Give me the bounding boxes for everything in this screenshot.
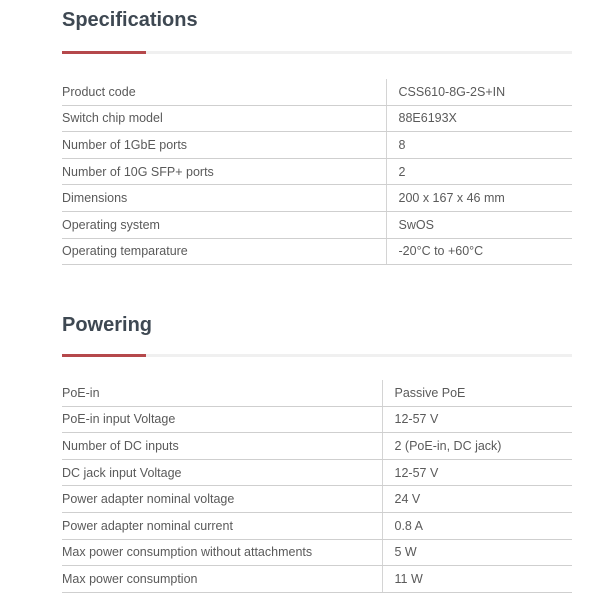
accent-bar xyxy=(62,354,146,357)
table-row xyxy=(62,512,572,539)
row-value: 88E6193X xyxy=(386,105,572,132)
table-row xyxy=(62,238,572,265)
table-row xyxy=(62,433,572,460)
row-value: 200 x 167 x 46 mm xyxy=(386,185,572,212)
table-row xyxy=(62,539,572,566)
row-label: PoE-in input Voltage xyxy=(62,406,382,433)
section-divider xyxy=(62,51,572,54)
row-label: Number of 1GbE ports xyxy=(62,132,386,159)
table-row xyxy=(62,185,572,212)
row-value: 8 xyxy=(386,132,572,159)
row-label: Dimensions xyxy=(62,185,386,212)
powering-section xyxy=(62,311,572,586)
table-row xyxy=(62,459,572,486)
row-value: 24 V xyxy=(382,486,572,513)
section-title: Specifications xyxy=(62,9,198,31)
row-value: 2 (PoE-in, DC jack) xyxy=(382,433,572,460)
row-value: 5 W xyxy=(382,539,572,566)
powering-table xyxy=(62,380,572,593)
table-row xyxy=(62,566,572,593)
row-label: Number of 10G SFP+ ports xyxy=(62,158,386,185)
specifications-section xyxy=(62,6,572,259)
row-label: Max power consumption xyxy=(62,566,382,593)
table-row xyxy=(62,158,572,185)
row-value: 11 W xyxy=(382,566,572,593)
specifications-table xyxy=(62,79,572,265)
row-label: Number of DC inputs xyxy=(62,433,382,460)
table-row xyxy=(62,79,572,105)
row-value: 0.8 A xyxy=(382,512,572,539)
table-row xyxy=(62,211,572,238)
row-value: 12-57 V xyxy=(382,459,572,486)
row-label: Power adapter nominal current xyxy=(62,512,382,539)
section-divider xyxy=(62,354,572,357)
row-value: CSS610-8G-2S+IN xyxy=(386,79,572,105)
row-label: PoE-in xyxy=(62,380,382,406)
row-value: 12-57 V xyxy=(382,406,572,433)
section-title: Powering xyxy=(62,314,153,336)
table-row xyxy=(62,105,572,132)
row-label: Power adapter nominal voltage xyxy=(62,486,382,513)
row-label: Operating temparature xyxy=(62,238,386,265)
row-label: Operating system xyxy=(62,211,386,238)
row-label: Switch chip model xyxy=(62,105,386,132)
row-value: SwOS xyxy=(386,211,572,238)
row-value: Passive PoE xyxy=(382,380,572,406)
table-row xyxy=(62,406,572,433)
row-value: -20°C to +60°C xyxy=(386,238,572,265)
row-label: Max power consumption without attachments xyxy=(62,539,382,566)
accent-bar xyxy=(62,51,146,54)
row-value: 2 xyxy=(386,158,572,185)
table-row xyxy=(62,132,572,159)
table-row xyxy=(62,486,572,513)
table-row xyxy=(62,380,572,406)
row-label: Product code xyxy=(62,79,386,105)
row-label: DC jack input Voltage xyxy=(62,459,382,486)
